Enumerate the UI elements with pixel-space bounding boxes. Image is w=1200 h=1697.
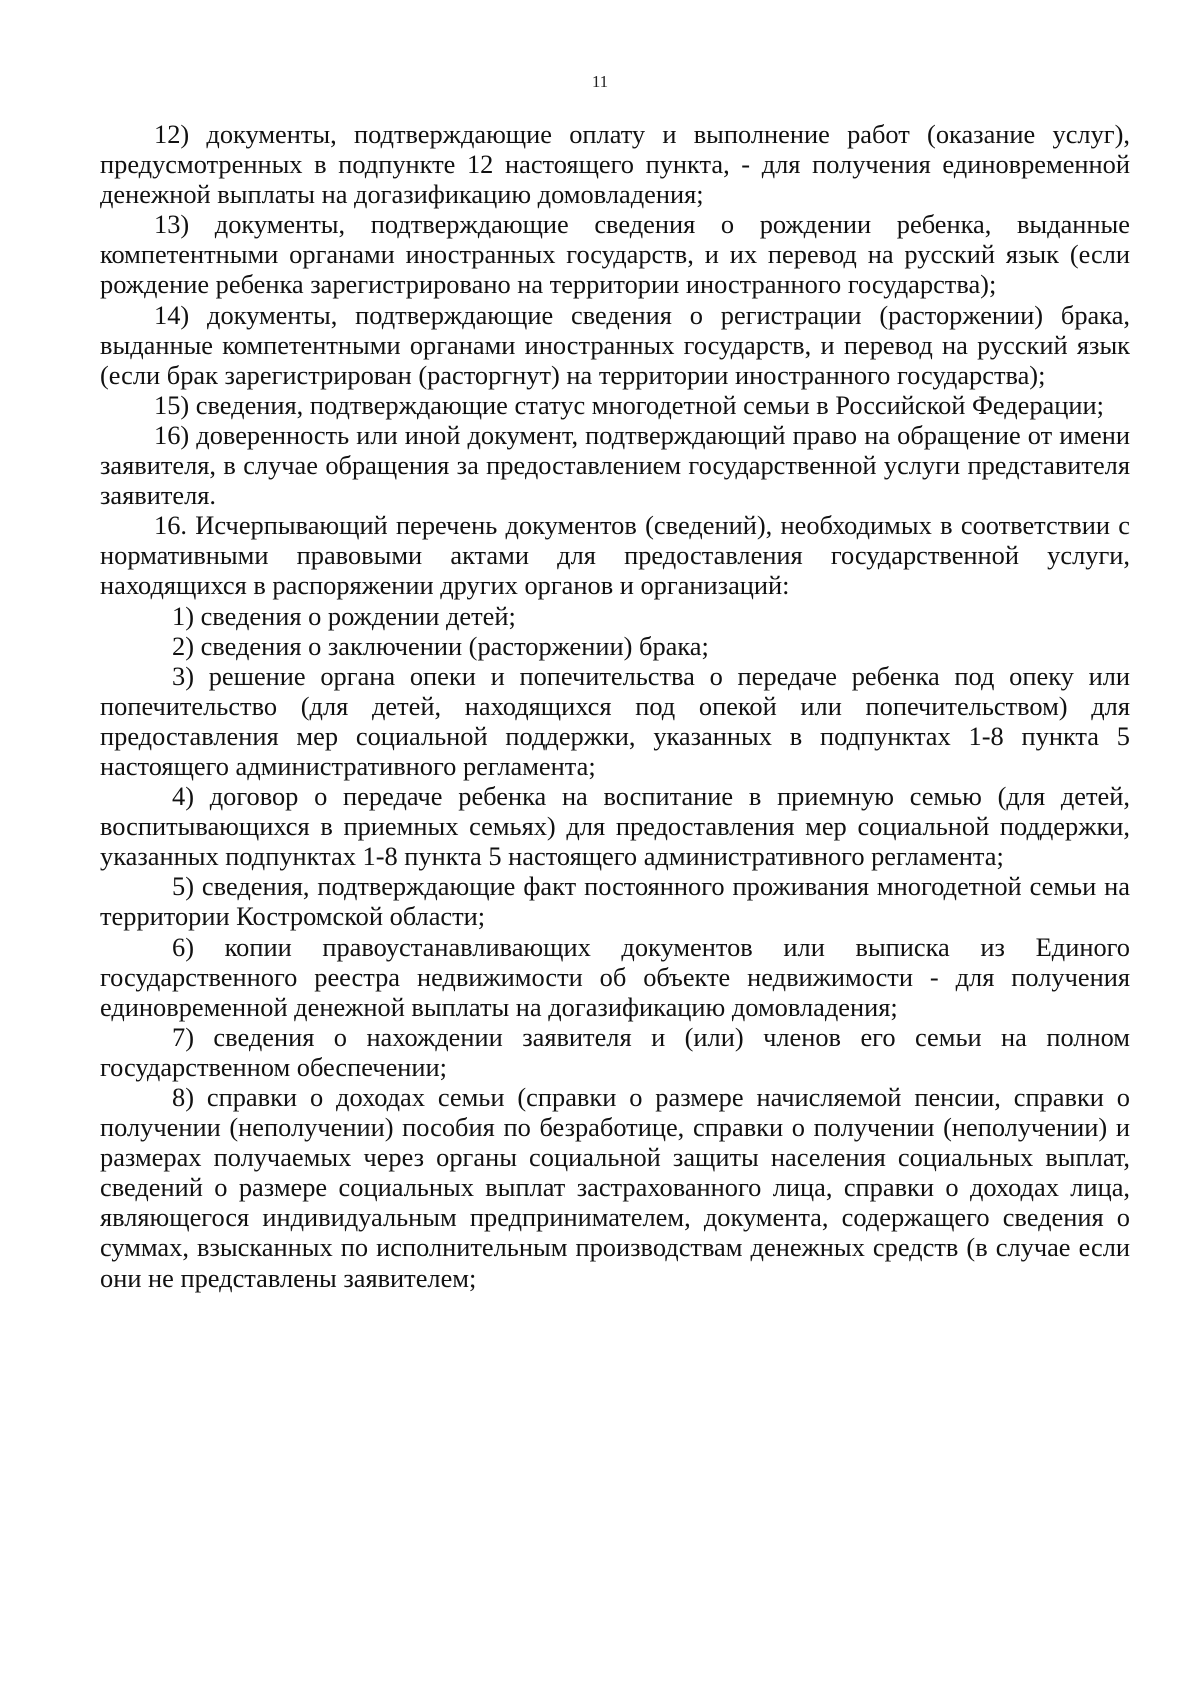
list-item-3: 3) решение органа опеки и попечительства о передаче ребенка под опеку или попечительство (для детей, находящихся под опекой или попечительством) для предоставления мер социальной поддержки, указанных в подпунктах 1-8 пункта 5 настоящего административного регламента;: [100, 660, 1130, 781]
paragraph-item-12: 12) документы, подтверждающие оплату и выполнение работ (оказание услуг), предусмотренных в подпункте 12 настоящего пункта, - для получения единовременной денежной выплаты на догазификацию домовладения;: [100, 119, 1130, 210]
list-item-8: 8) справки о доходах семьи (справки о размере начисляемой пенсии, справки о получении (неполучении) пособия по безработице, справки о получении (неполучении) и размерах получаемых через органы социальной защиты населения социальных выплат, сведений о размере социальных выплат застрахованного лица, справки о доходах лица, являющегося индивидуальным предпринимателем, документа, содержащего сведения о суммах, взысканных по исполнительным производствам денежных средств (в случае если они не представлены заявителем;: [100, 1082, 1130, 1293]
list-item-1: 1) сведения о рождении детей;: [172, 600, 516, 631]
list-item-5: 5) сведения, подтверждающие факт постоянного проживания многодетной семьи на территории Костромской области;: [100, 871, 1130, 932]
page-number: 11: [591, 72, 609, 91]
paragraph-item-15: 15) сведения, подтверждающие статус многодетной семьи в Российской Федерации;: [154, 389, 1104, 420]
list-item-6: 6) копии правоустанавливающих документов или выписка из Единого государственного реестра недвижимости об объекте недвижимости - для получения единовременной денежной выплаты на догазификацию домовладения;: [100, 931, 1130, 1022]
document-body: [100, 119, 1130, 1293]
paragraph-item-13: 13) документы, подтверждающие сведения о рождении ребенка, выданные компетентными органами иностранных государств, и их перевод на русский язык (если рождение ребенка зарегистрировано на территории иностранного государства);: [100, 209, 1130, 300]
list-item-2: 2) сведения о заключении (расторжении) брака;: [172, 630, 709, 661]
list-item-7: 7) сведения о нахождении заявителя и (или) членов его семьи на полном государственном обеспечении;: [100, 1021, 1130, 1082]
list-item-4: 4) договор о передаче ребенка на воспитание в приемную семью (для детей, воспитывающихся в приемных семьях) для предоставления мер социальной поддержки, указанных подпунктах 1-8 пункта 5 настоящего административного регламента;: [100, 781, 1130, 872]
section-16-heading: 16. Исчерпывающий перечень документов (сведений), необходимых в соответствии с нормативными правовыми актами для предоставления государственной услуги, находящихся в распоряжении других органов и организаций:: [100, 510, 1130, 601]
paragraph-item-14: 14) документы, подтверждающие сведения о регистрации (расторжении) брака, выданные компетентными органами иностранных государств, и перевод на русский язык (если брак зарегистрирован (расторгнут) на территории иностранного государства);: [100, 299, 1130, 390]
paragraph-item-16: 16) доверенность или иной документ, подтверждающий право на обращение от имени заявителя, в случае обращения за предоставлением государственной услуги представителя заявителя.: [100, 419, 1130, 511]
